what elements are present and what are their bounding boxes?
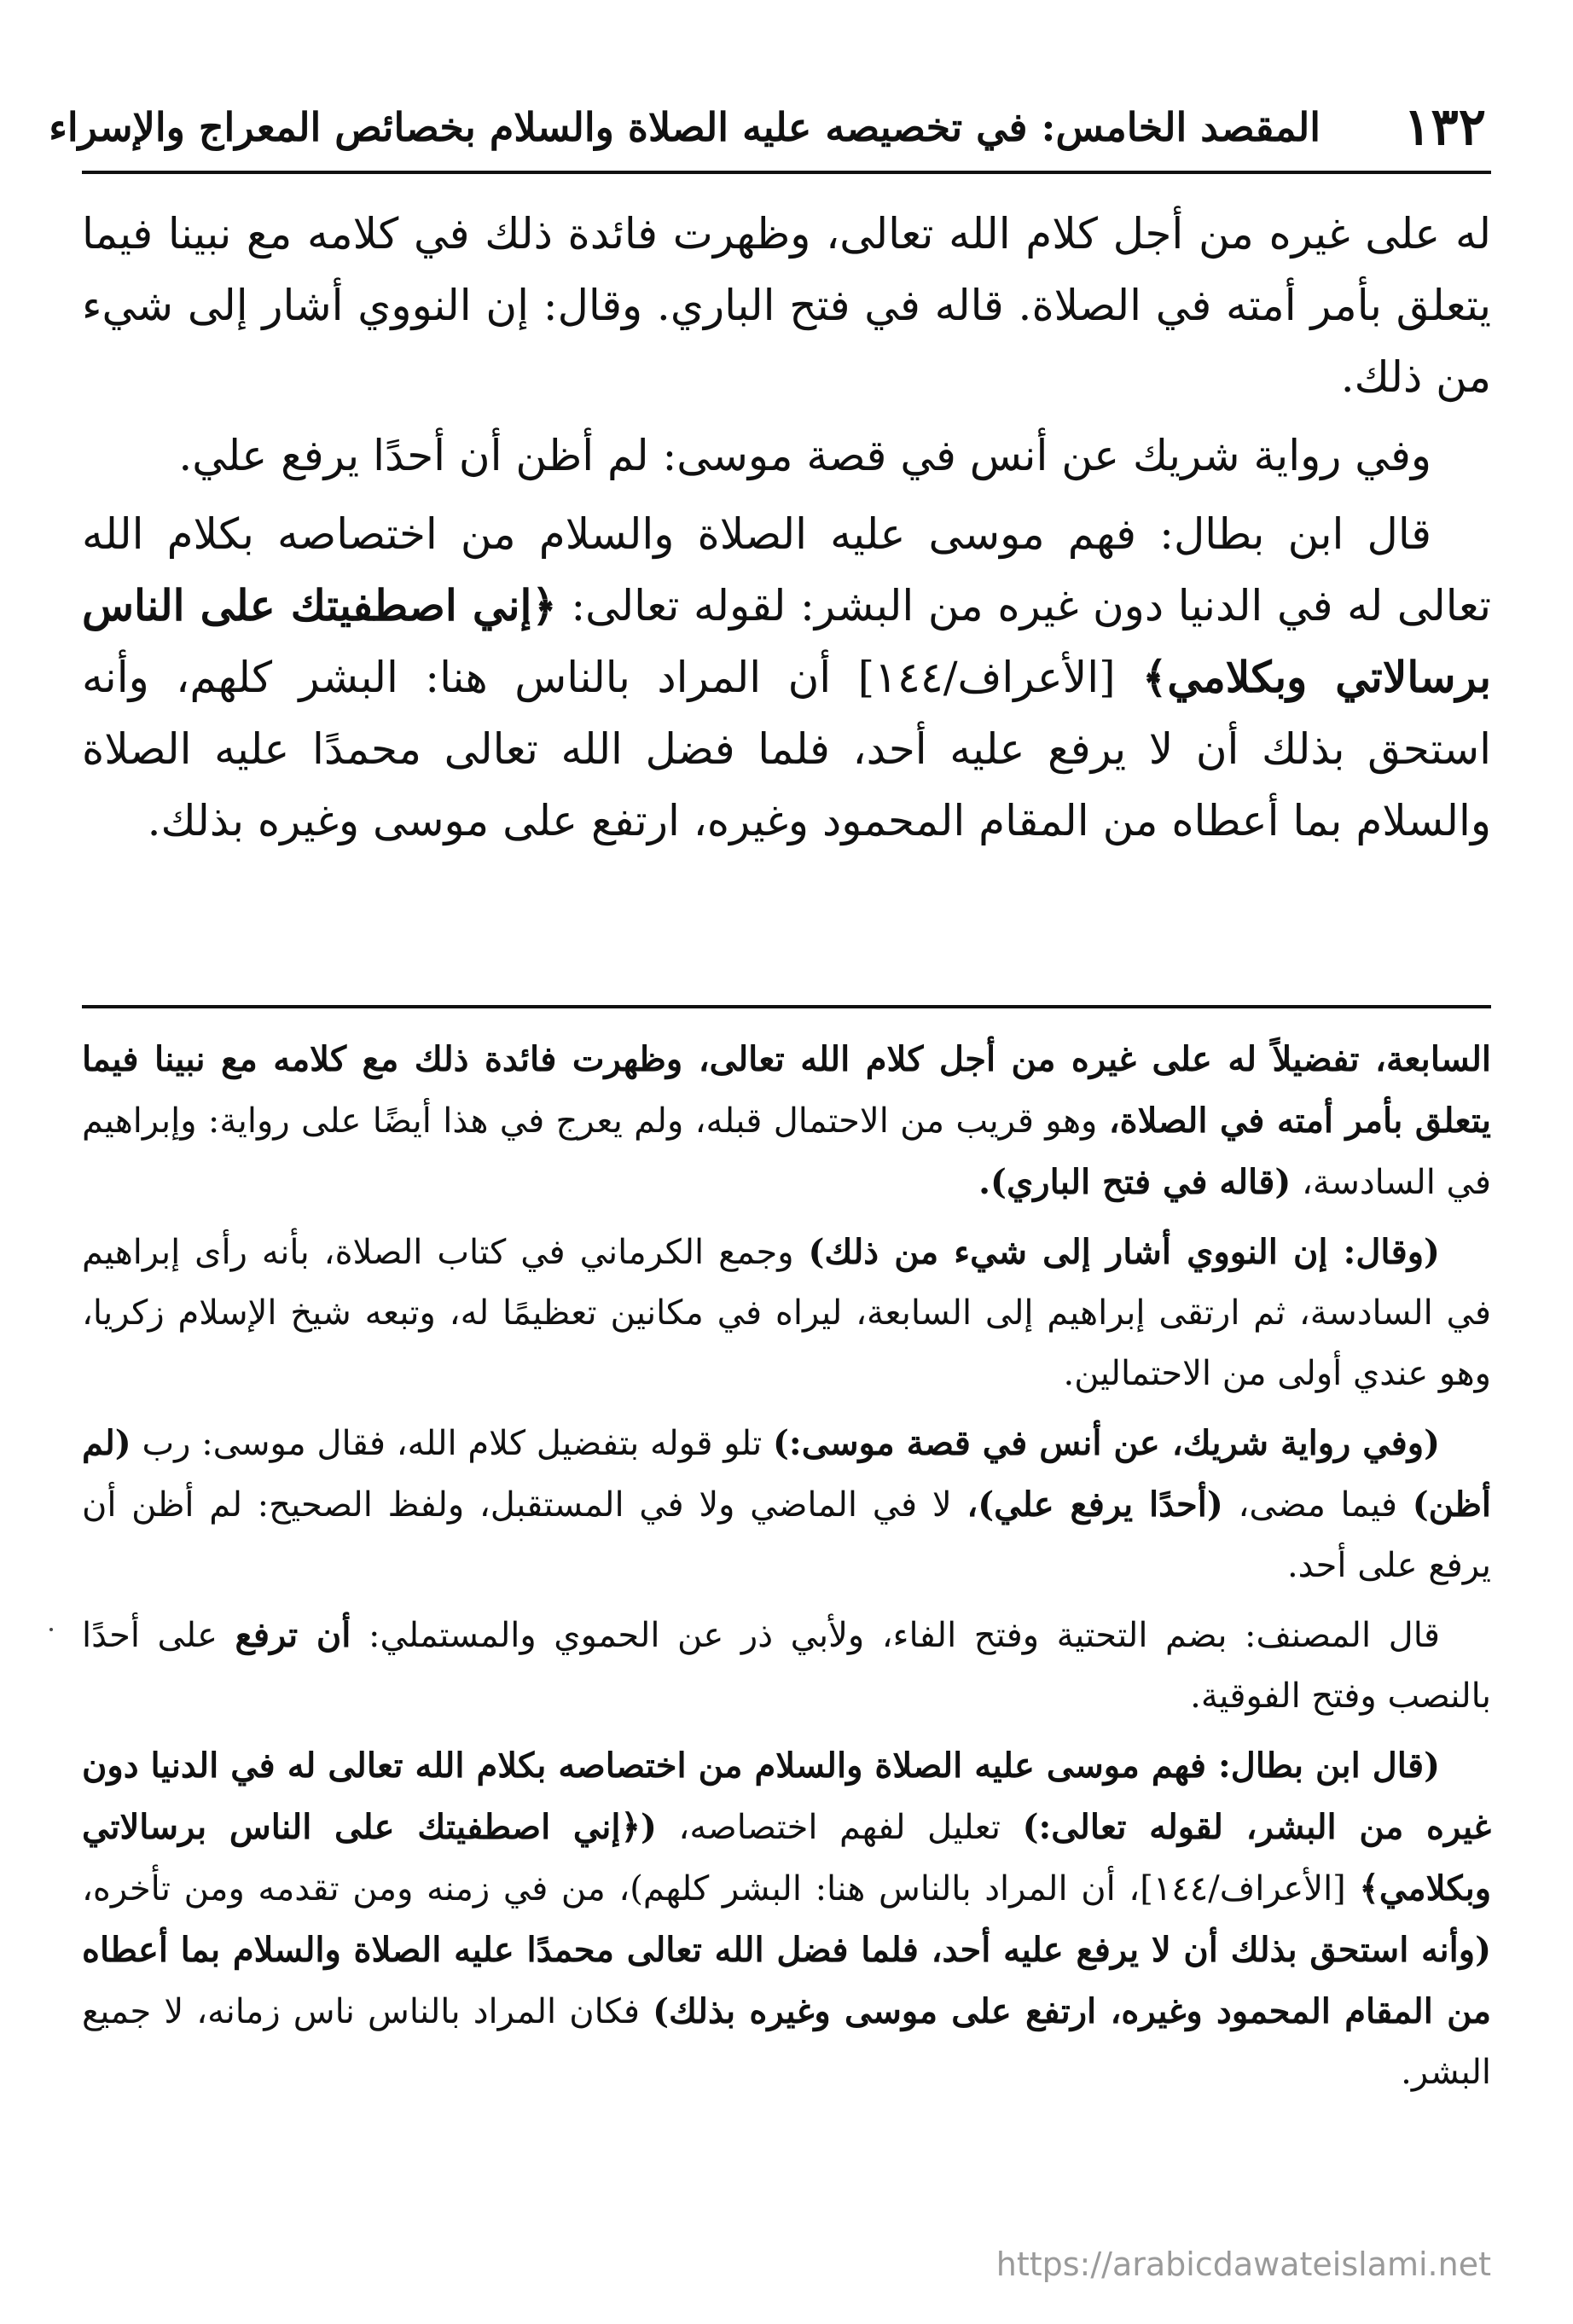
commentary-5-text-d: فكان المراد بالناس ناس زمانه، لا جميع البشر.	[82, 1992, 1491, 2092]
commentary-5-text-a: تعليل لفهم اختصاصه،	[678, 1808, 1001, 1847]
commentary-5-text-b: [الأعراف/١٤٤]، أن المراد بالناس هنا: البشر كلهم)،	[618, 1869, 1346, 1909]
page-number: ١٣٢	[1403, 97, 1486, 157]
page-header	[49, 85, 1491, 174]
commentary-paragraph-4	[82, 1605, 1491, 1727]
commentary-5-verse: (﴿إني اصطفيتك على الناس برسالاتي وبكلامي﴾	[82, 1807, 1492, 1909]
footnote-divider	[82, 1005, 1491, 1008]
commentary-paragraph-3	[82, 1413, 1491, 1596]
commentary-1-text: وهو قريب من الاحتمال قبله، ولم يعرج في هذا أيضًا على رواية: وإبراهيم في السادسة،	[82, 1101, 1491, 1202]
commentary-5-quote-b: (وأنه استحق بذلك أن لا يرفع عليه أحد، فلما فضل الله تعالى محمدًا عليه الصلاة والسلام بما أعطاه من المقام المحمود وغيره، ارتفع على موسى وغيره بذلك)	[82, 1930, 1491, 2031]
scan-speck	[49, 1628, 53, 1631]
commentary-3-text-b: فيما مضى،	[1238, 1485, 1398, 1525]
commentary-1-source: (قاله في فتح الباري).	[978, 1162, 1291, 1202]
main-paragraph-1: له على غيره من أجل كلام الله تعالى، وظهرت فائدة ذلك في كلامه مع نبينا فيما يتعلق بأمر أمته في الصلاة. قاله في فتح الباري. وقال: إن النووي أشار إلى شيء من ذلك.	[82, 209, 1491, 402]
commentary-3-quote-c: (أحدًا يرفع علي)،	[966, 1484, 1223, 1525]
main-paragraph-2: وفي رواية شريك عن أنس في قصة موسى: لم أظن أن أحدًا يرفع علي.	[178, 431, 1431, 480]
commentary-3-quote-b: (لم أظن)	[82, 1423, 1492, 1525]
running-title: المقصد الخامس: في تخصيصه عليه الصلاة والسلام بخصائص المعراج والإسراء	[49, 104, 1321, 150]
commentary-2-text: وجمع الكرماني في كتاب الصلاة، بأنه رأى إبراهيم في السادسة، ثم ارتقى إبراهيم إلى السابعة، ليراه في مكانين تعظيمًا له، وتبعه شيخ الإسلام زكريا، وهو عندي أولى من الاحتمالين.	[82, 1233, 1491, 1393]
watermark-url: https://arabicdawateislami.net	[995, 2246, 1491, 2283]
commentary-3-text-c: لا في الماضي ولا في المستقبل، ولفظ الصحيح: لم أظن أن يرفع على أحد.	[82, 1485, 1491, 1585]
commentary-paragraph-5	[82, 1735, 1491, 2103]
commentary-4-text-a: قال المصنف: بضم التحتية وفتح الفاء، ولأبي ذر عن الحموي والمستملي:	[369, 1616, 1441, 1655]
commentary-5-text-c: من في زمنه ومن تقدمه ومن تأخره،	[82, 1869, 606, 1909]
main-paragraph-3-text-a: قال ابن بطال: فهم موسى عليه الصلاة والسلام من اختصاصه بكلام الله تعالى له في الدنيا دون غيره من البشر: لقوله تعالى:	[82, 509, 1491, 630]
book-page	[49, 85, 1492, 2304]
commentary-section	[82, 1029, 1491, 2112]
commentary-5-quote-a: (قال ابن بطال: فهم موسى عليه الصلاة والسلام من اختصاصه بكلام الله تعالى له في الدنيا دون غيره من البشر، لقوله تعالى:)	[82, 1746, 1492, 1847]
commentary-4-quote: أن ترفع	[235, 1615, 351, 1655]
commentary-3-text-a: تلو قوله بتفضيل كلام الله، فقال موسى: رب	[142, 1424, 763, 1463]
commentary-4-text-b: على أحدًا بالنصب وفتح الفوقية.	[82, 1616, 1491, 1716]
commentary-3-quote: (وفي رواية شريك، عن أنس في قصة موسى:)	[773, 1423, 1440, 1463]
commentary-2-quote: (وقال: إن النووي أشار إلى شيء من ذلك)	[808, 1232, 1440, 1272]
commentary-paragraph-2	[82, 1222, 1491, 1404]
main-paragraph-3	[82, 498, 1491, 857]
commentary-1-quote: السابعة، تفضيلاً له على غيره من أجل كلام الله تعالى، وظهرت فائدة ذلك مع كلامه مع نبينا فيما يتعلق بأمر أمته في الصلاة،	[82, 1039, 1492, 1141]
commentary-paragraph-1	[82, 1029, 1491, 1213]
quran-verse: ﴿إني اصطفيتك على الناس برسالاتي وبكلامي﴾	[82, 580, 1491, 702]
main-paragraph-3-text-b: [الأعراف/١٤٤] أن المراد بالناس هنا: البشر كلهم، وأنه استحق بذلك أن لا يرفع عليه أحد، فلما فضل الله تعالى محمدًا عليه الصلاة والسلام بما أعطاه من المقام المحمود وغيره، ارتفع على موسى وغيره بذلك.	[82, 653, 1491, 845]
main-text	[82, 198, 1491, 863]
